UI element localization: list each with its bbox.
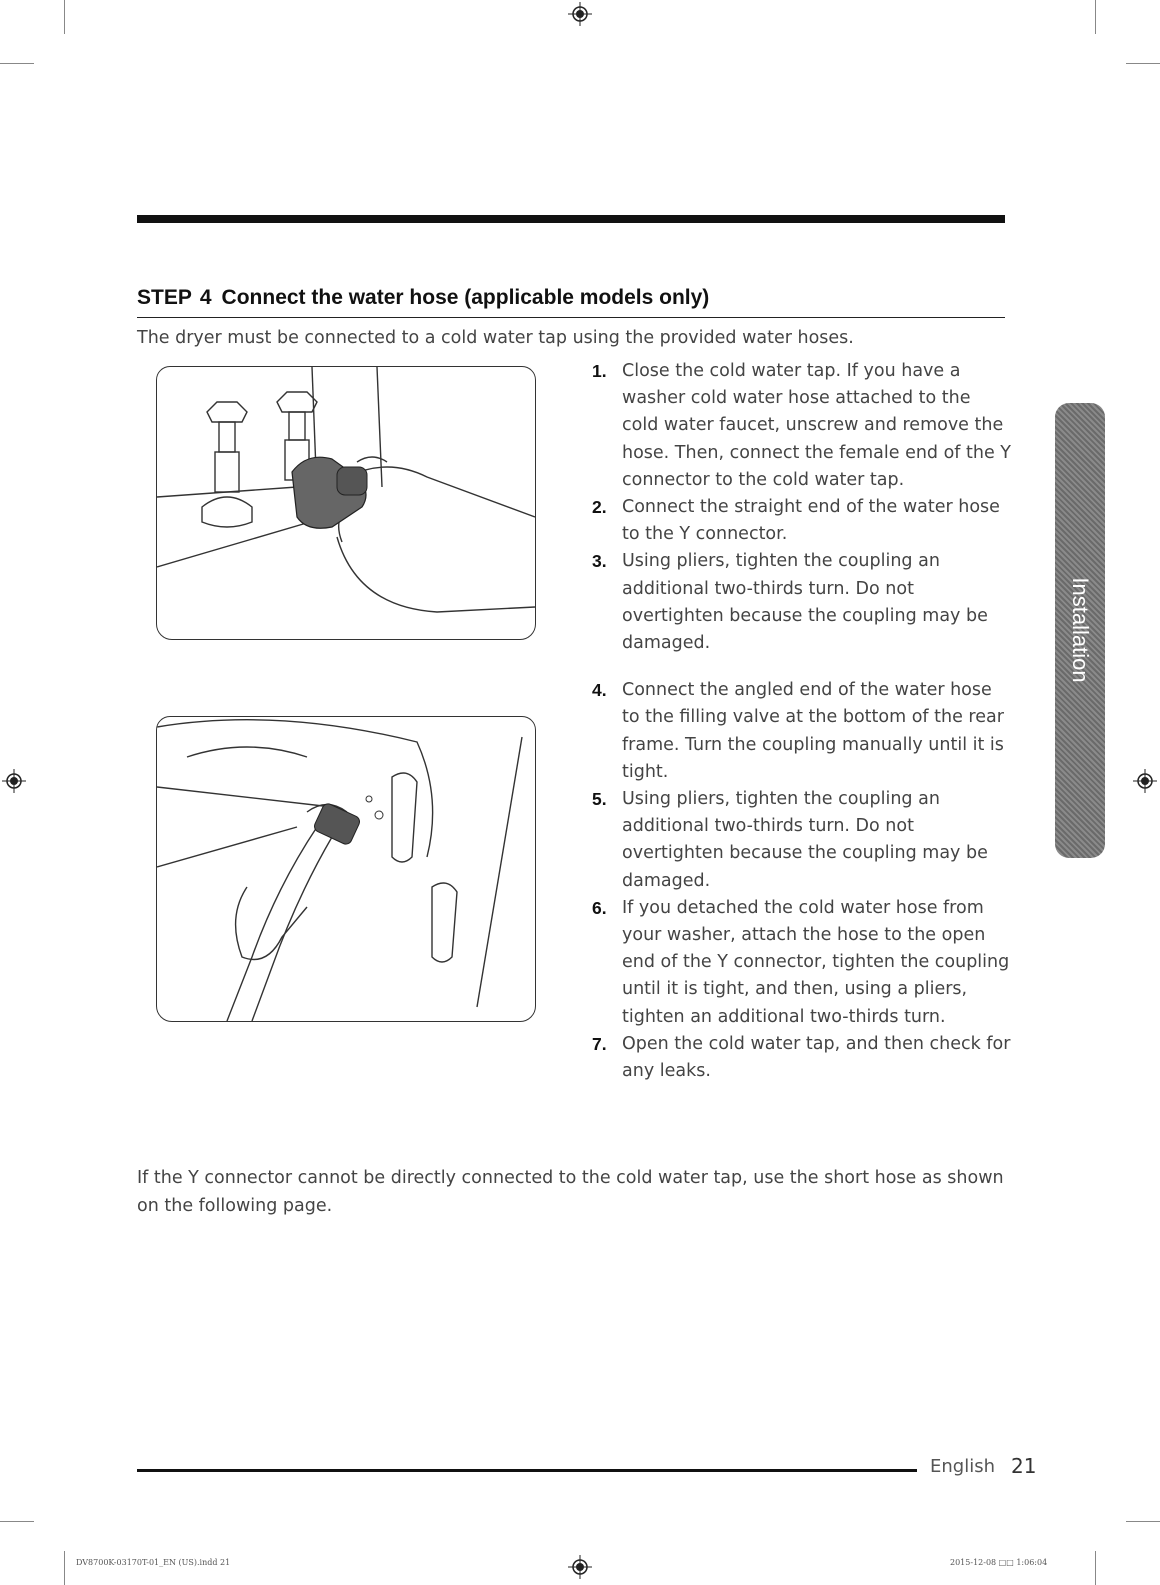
- list-item: [592, 786, 1012, 895]
- step-list: [592, 358, 1012, 1085]
- step-item-text: If you detached the cold water hose from your washer, attach the hose to the open end of the Y connector, tighten the coupling until it is tight, and then, using a pliers, tighten an additional two-thirds turn.: [622, 897, 1010, 1027]
- step-item-text: Using pliers, tighten the coupling an additional two-thirds turn. Do not overtighten because the coupling may be damaged.: [622, 551, 988, 654]
- list-item: [592, 548, 1012, 657]
- footer-rule: [137, 1469, 917, 1472]
- step-item-text: Connect the straight end of the water hose to the Y connector.: [622, 497, 1000, 545]
- list-item: [592, 895, 1012, 1031]
- step-item-number: 3.: [592, 551, 607, 572]
- crop-mark: [1126, 63, 1160, 64]
- registration-mark-icon: [568, 2, 592, 26]
- step-item-text: Open the cold water tap, and then check for any leaks.: [622, 1033, 1011, 1082]
- intro-text: The dryer must be connected to a cold water tap using the provided water hoses.: [137, 328, 854, 348]
- step-item-number: 4.: [592, 680, 607, 701]
- list-item: [592, 677, 1012, 786]
- section-rule: [137, 215, 1005, 223]
- step-heading: [137, 286, 1005, 318]
- crop-mark: [64, 1551, 65, 1585]
- step-item-text: Close the cold water tap. If you have a washer cold water hose attached to the cold water faucet, unscrew and remove the hose. Then, connect the female end of the Y connector to the cold water tap.: [622, 361, 1011, 490]
- crop-mark: [0, 1521, 34, 1522]
- crop-mark: [1095, 0, 1096, 34]
- step-item-number: 1.: [592, 361, 607, 381]
- step-item-number: 5.: [592, 789, 607, 810]
- step-item-number: 2.: [592, 497, 607, 518]
- list-item: [592, 358, 1012, 494]
- registration-mark-icon: [568, 1555, 592, 1579]
- step-item-text: Connect the angled end of the water hose to the filling valve at the bottom of the rear frame. Turn the coupling manually until it is tight.: [622, 680, 1004, 782]
- step-item-number: 6.: [592, 897, 607, 918]
- crop-mark: [64, 0, 65, 34]
- crop-mark: [1126, 1521, 1160, 1522]
- step-title: Connect the water hose (applicable models only): [221, 286, 710, 309]
- crop-mark: [0, 63, 34, 64]
- chapter-tab-label: Installation: [1068, 577, 1093, 683]
- step-item-text: Using pliers, tighten the coupling an additional two-thirds turn. Do not overtighten because the coupling may be damaged.: [622, 789, 988, 891]
- list-item: [592, 1031, 1012, 1085]
- print-slug-left: DV8700K-03170T-01_EN (US).indd 21: [76, 1558, 231, 1567]
- list-item: [592, 494, 1012, 548]
- step-number: 4: [199, 286, 212, 309]
- print-slug-right: 2015-12-08 □□ 1:06:04: [950, 1558, 1048, 1567]
- footer-language: English: [930, 1456, 995, 1477]
- illustration-y-connector-tap: [156, 366, 536, 640]
- page-number: 21: [1011, 1454, 1037, 1478]
- step-label: STEP: [137, 286, 192, 309]
- registration-mark-icon: [2, 769, 26, 793]
- outro-text: If the Y connector cannot be directly connected to the cold water tap, use the short hose as shown on the following page.: [137, 1168, 1004, 1216]
- step-item-number: 7.: [592, 1033, 607, 1054]
- registration-mark-icon: [1133, 769, 1157, 793]
- crop-mark: [1095, 1551, 1096, 1585]
- illustration-filling-valve: [156, 716, 536, 1022]
